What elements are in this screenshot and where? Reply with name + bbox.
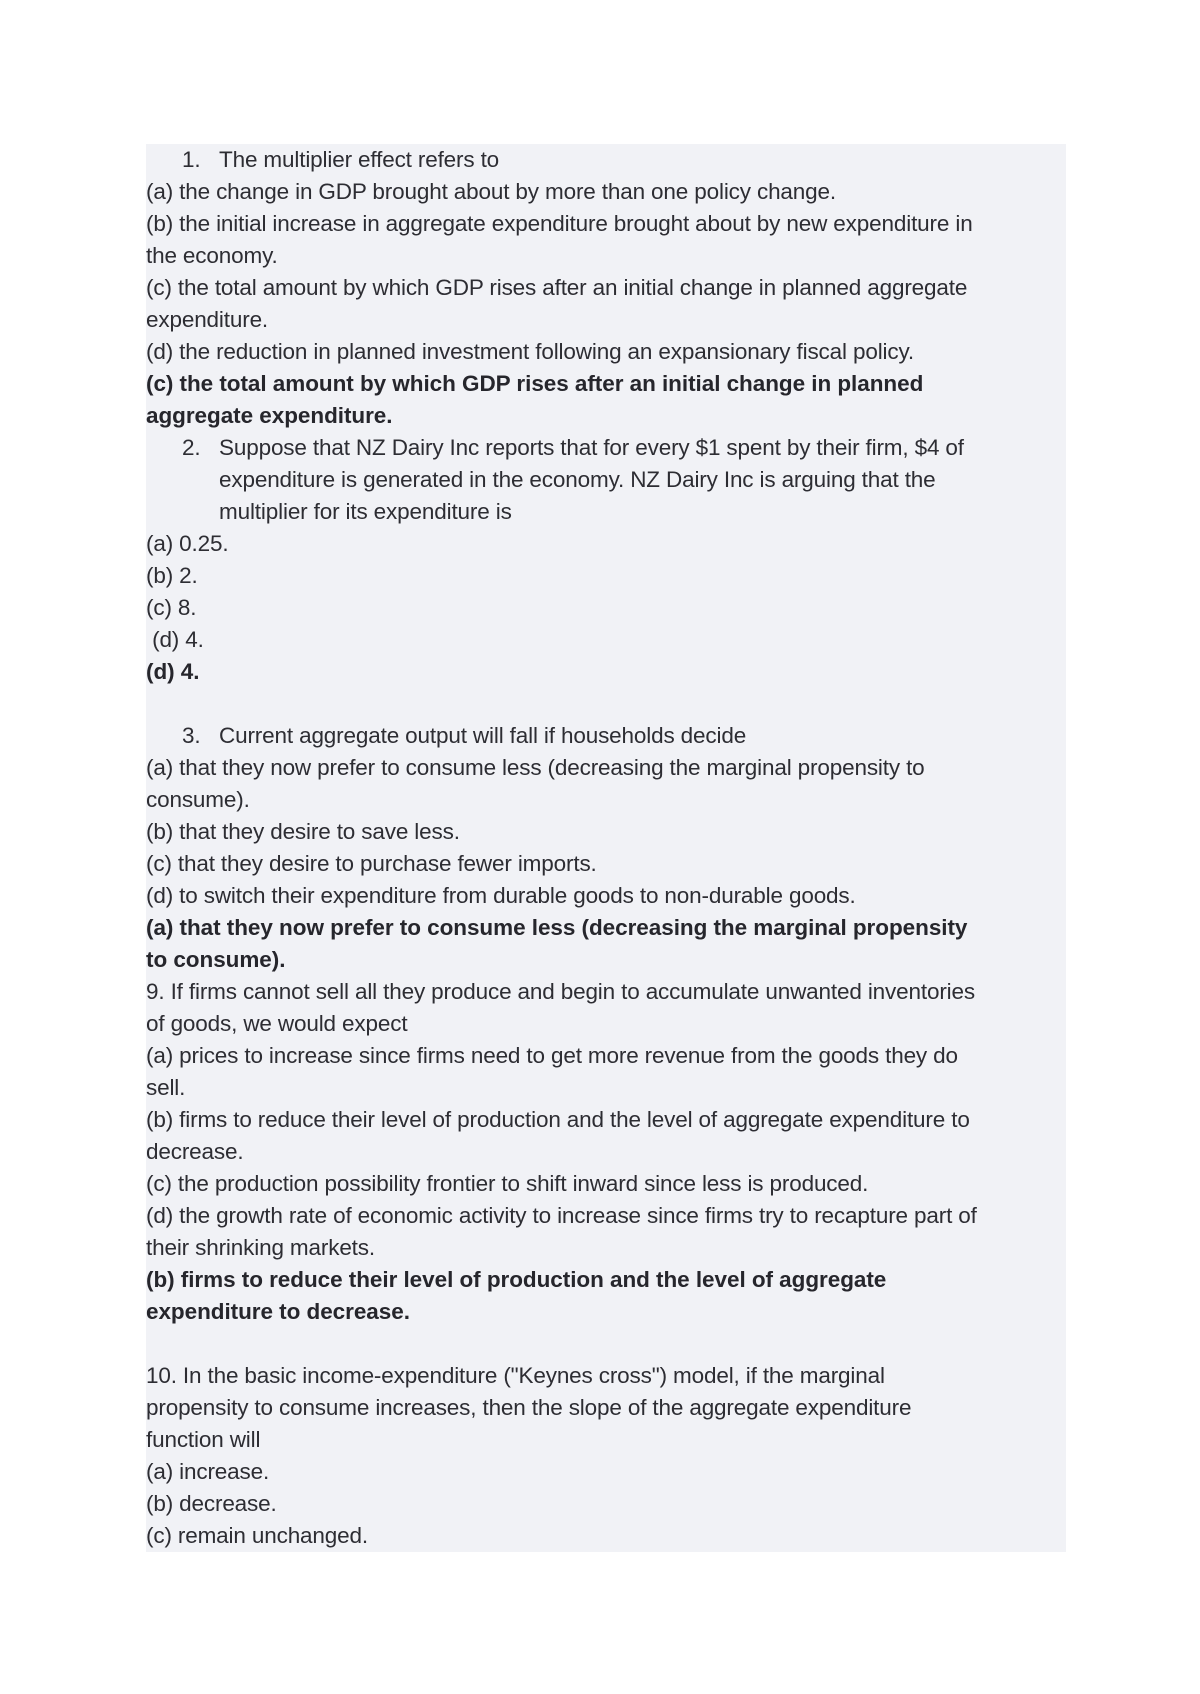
question-stem: 2. Suppose that NZ Dairy Inc reports that for every $1 spent by their firm, $4 of	[146, 432, 1066, 464]
option-d: (d) the reduction in planned investment following an expansionary fiscal policy.	[146, 339, 915, 364]
question-2	[146, 432, 1066, 720]
option-a: (a) that they now prefer to consume less (decreasing the marginal propensity to	[146, 755, 925, 780]
option-b: (b) that they desire to save less.	[146, 819, 460, 844]
answer-continued: expenditure to decrease.	[146, 1299, 410, 1324]
option-b-continued: decrease.	[146, 1139, 244, 1164]
question-stem-continued: multiplier for its expenditure is	[219, 499, 512, 524]
option-b: (b) 2.	[146, 563, 198, 588]
option-d: (d) to switch their expenditure from durable goods to non-durable goods.	[146, 883, 856, 908]
quiz-content	[146, 144, 1066, 1552]
question-number: 2.	[182, 435, 201, 460]
question-number: 3.	[182, 723, 201, 748]
answer-continued: to consume).	[146, 947, 286, 972]
option-b: (b) decrease.	[146, 1491, 277, 1516]
question-stem: 10. In the basic income-expenditure ("Keynes cross") model, if the marginal	[146, 1363, 885, 1388]
question-stem-continued: expenditure is generated in the economy. NZ Dairy Inc is arguing that the	[219, 467, 936, 492]
option-b-continued: the economy.	[146, 243, 278, 268]
question-number: 1.	[182, 147, 201, 172]
answer: (c) the total amount by which GDP rises after an initial change in planned	[146, 371, 924, 396]
option-c: (c) the total amount by which GDP rises after an initial change in planned aggregate	[146, 275, 968, 300]
answer: (d) 4.	[146, 659, 200, 684]
option-c-continued: expenditure.	[146, 307, 269, 332]
question-3	[146, 720, 1066, 976]
option-d-continued: their shrinking markets.	[146, 1235, 375, 1260]
answer-continued: aggregate expenditure.	[146, 403, 393, 428]
answer: (b) firms to reduce their level of production and the level of aggregate	[146, 1267, 887, 1292]
answer: (a) that they now prefer to consume less (decreasing the marginal propensity	[146, 915, 968, 940]
option-a: (a) increase.	[146, 1459, 270, 1484]
option-c: (c) that they desire to purchase fewer imports.	[146, 851, 597, 876]
blank-line	[146, 1328, 1066, 1360]
question-stem: 1. The multiplier effect refers to	[146, 144, 1066, 176]
option-d: (d) 4.	[146, 627, 204, 652]
option-a: (a) 0.25.	[146, 531, 229, 556]
option-b: (b) the initial increase in aggregate expenditure brought about by new expenditure in	[146, 211, 973, 236]
option-a: (a) the change in GDP brought about by more than one policy change.	[146, 179, 836, 204]
question-10	[146, 1360, 1066, 1552]
option-c: (c) the production possibility frontier to shift inward since less is produced.	[146, 1171, 869, 1196]
question-9	[146, 976, 1066, 1360]
option-a-continued: sell.	[146, 1075, 186, 1100]
option-c: (c) 8.	[146, 595, 197, 620]
option-a: (a) prices to increase since firms need to get more revenue from the goods they do	[146, 1043, 958, 1068]
blank-line	[146, 688, 1066, 720]
question-stem: 9. If firms cannot sell all they produce and begin to accumulate unwanted inventories	[146, 979, 975, 1004]
option-a-continued: consume).	[146, 787, 250, 812]
option-c: (c) remain unchanged.	[146, 1523, 368, 1548]
option-d: (d) the growth rate of economic activity to increase since firms try to recapture part of	[146, 1203, 977, 1228]
question-stem-continued: of goods, we would expect	[146, 1011, 408, 1036]
question-stem-continued: propensity to consume increases, then the slope of the aggregate expenditure	[146, 1395, 912, 1420]
question-1	[146, 144, 1066, 432]
option-b: (b) firms to reduce their level of production and the level of aggregate expenditure to	[146, 1107, 970, 1132]
question-stem-continued: function will	[146, 1427, 261, 1452]
question-stem: 3. Current aggregate output will fall if households decide	[146, 720, 1066, 752]
